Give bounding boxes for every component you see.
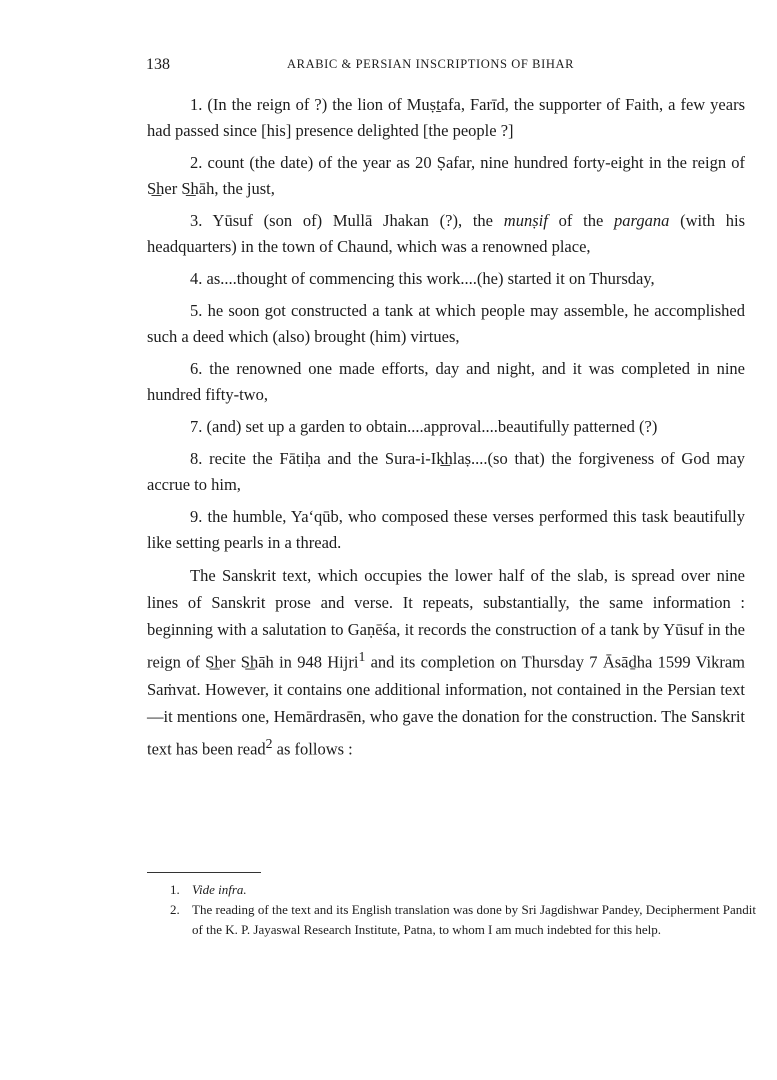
verse-5: 5. he soon got constructed a tank at which people may assemble, he accomplished such a deed which (also) brought (him) virtues, [147,301,745,346]
footnote-2 [170,900,756,940]
footnote-text: The reading of the text and its English translation was done by Sri Jagdishwar Pandey, Decipherment Pandit of the K. P. Jayaswal Research Institute, Patna, to whom I am much indebted for this help. [192,902,756,937]
prose-part-1: The Sanskrit text, which occupies the lower half of the slab, is spread over nine lines of Sanskrit prose and verse. It repeats, substantially, the same information : beginning with a salutation to Gaṇēśa, it records the construction of a tank by Yūsuf in the reign of S͟her S͟hāh in 948 Hijri [147,566,745,672]
footnote-ref-1[interactable]: 1 [358,649,366,664]
verse-7: 7. (and) set up a garden to obtain....approval....beautifully patterned (?) [190,417,658,436]
footnotes [170,880,756,940]
prose-part-2: and its completion on Thursday 7 Āsāḏha 1599 Vikram Saṁvat. However, it contains one additional information, not contained in the Persian text—it mentions one, Hemārdrasēn, who gave the donation for the construction. The Sanskrit text has been read [147,652,746,758]
running-head: ARABIC & PERSIAN INSCRIPTIONS OF BIHAR [287,57,575,71]
verse-6: 6. the renowned one made efforts, day and night, and it was completed in nine hundred fifty-two, [147,359,745,404]
footnote-text: Vide infra. [192,882,247,897]
footnote-number: 1. [170,882,180,897]
footnote-ref-2[interactable]: 2 [265,735,273,751]
verse-8: 8. recite the Fātiḥa and the Sura-i-Ik͟hlaṣ....(so that) the forgiveness of God may accrue to him, [147,449,745,494]
prose-part-3: as follows : [272,739,353,758]
verse-3-end: (with his headquarters) in the town of Chaund, which was a renowned place, [147,211,745,256]
verse-3-start: 3. Yūsuf (son of) Mullā Jhakan (?), the [190,211,504,230]
term-pargana: pargana [614,211,670,230]
sanskrit-paragraph [147,562,745,762]
term-munsif: munṣif [503,211,548,230]
page-body [147,92,745,768]
verse-1: 1. (In the reign of ?) the lion of Muṣṯafa, Farīd, the supporter of Faith, a few years had passed since [his] presence delighted [the people ?] [147,95,745,140]
verse-4: 4. as....thought of commencing this work....(he) started it on Thursday, [190,269,655,288]
verse-9: 9. the humble, Ya‘qūb, who composed these verses performed this task beautifully like setting pearls in a thread. [147,507,745,552]
verse-3-middle: of the [547,211,615,230]
footnote-rule [147,872,261,873]
verse-3 [147,208,745,260]
footnote-1 [170,880,756,900]
footnote-number: 2. [170,902,180,917]
verse-2: 2. count (the date) of the year as 20 Ṣafar, nine hundred forty-eight in the reign of S͟her S͟hāh, the just, [147,153,745,198]
page-number: 138 [146,56,170,73]
